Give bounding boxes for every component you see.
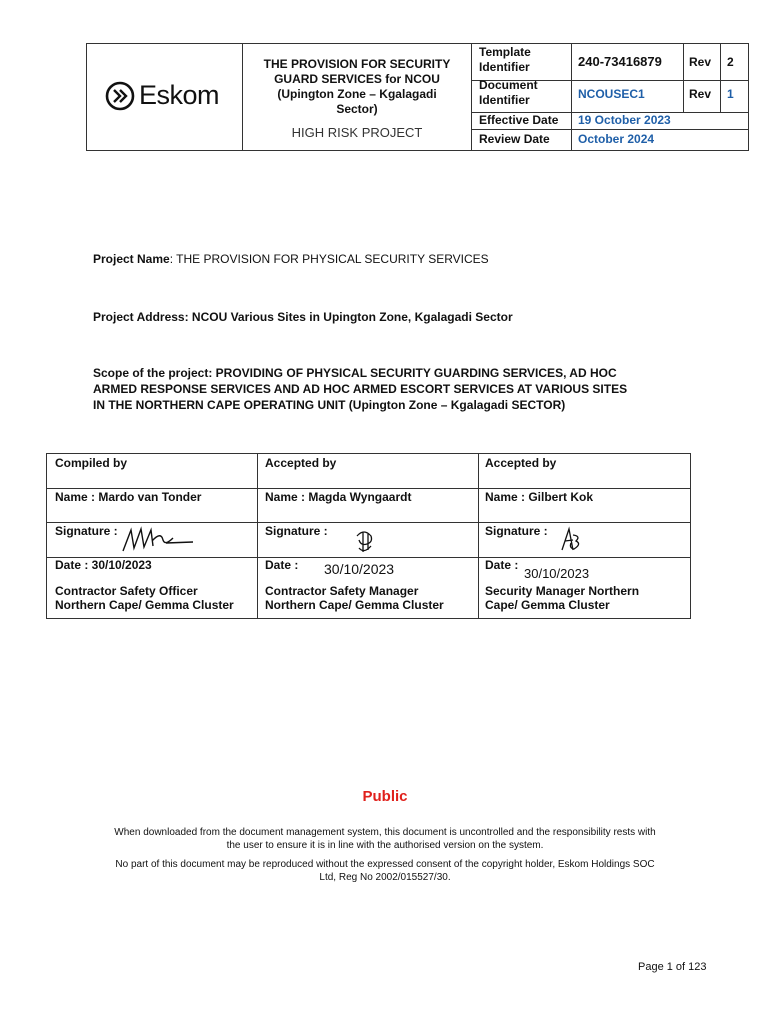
signer-name: Name : Magda Wyngaardt [265,490,412,504]
signature-label: Signature : [485,524,548,538]
effective-date-label: Effective Date [479,113,559,127]
signoff-table [46,453,691,619]
signoff-date-label: Date : [265,558,299,572]
column-heading: Accepted by [265,456,337,470]
signoff-date-value: 30/10/2023 [524,566,590,581]
signature-image [559,526,583,554]
signer-role: Contractor Safety Officer Northern Cape/ Gemma Cluster [55,584,234,612]
project-scope [93,365,627,413]
document-identifier-label: Document Identifier [479,78,538,107]
uncontrolled-notice: When downloaded from the document management system, this document is uncontrolled and the responsibility rests with the user to ensure it is in line with the authorised version on the system. [114,827,656,851]
template-rev-value: 2 [727,55,734,69]
scope-line: IN THE NORTHERN CAPE OPERATING UNIT (Upington Zone – Kgalagadi SECTOR) [93,398,566,412]
signoff-date: Date : 30/10/2023 [55,558,152,572]
eskom-logo-icon [105,81,135,111]
eskom-logo-text: Eskom [139,80,220,110]
logo-cell [87,44,243,150]
document-header-table [86,43,749,151]
document-title [243,57,471,117]
copyright-notice: No part of this document may be reproduced without the expressed consent of the copyright holder, Eskom Holdings SOC Ltd, Reg No 2002/015527/30. [115,859,655,883]
signature-image [121,526,195,554]
signer-name: Name : Mardo van Tonder [55,490,202,504]
classification-label: Public [362,788,408,805]
signoff-date-value: 30/10/2023 [324,561,395,577]
document-identifier-value: NCOUSEC1 [578,87,645,101]
signer-role: Contractor Safety Manager Northern Cape/ Gemma Cluster [265,584,444,612]
project-address: Project Address: NCOU Various Sites in Upington Zone, Kgalagadi Sector [93,310,513,324]
signature-label: Signature : [265,524,328,538]
effective-date-value: 19 October 2023 [578,113,671,127]
title-line: GUARD SERVICES for NCOU [274,72,440,86]
document-rev-label: Rev [689,87,712,101]
title-line: (Upington Zone – Kgalagadi [277,87,437,101]
signature-label: Signature : [55,524,118,538]
template-identifier-value: 240-73416879 [578,54,662,69]
column-heading: Accepted by [485,456,557,470]
signoff-date-label: Date : [485,558,519,572]
review-date-label: Review Date [479,132,550,146]
title-line: Sector) [336,102,378,116]
project-name: Project Name: THE PROVISION FOR PHYSICAL SECURITY SERVICES [93,252,489,266]
title-line: THE PROVISION FOR SECURITY [263,57,451,71]
page-number: Page 1 of 123 [638,961,707,973]
document-rev-value: 1 [727,87,734,101]
review-date-value: October 2024 [578,132,655,146]
document-title-cell [243,44,472,150]
scope-line: ARMED RESPONSE SERVICES AND AD HOC ARMED ESCORT SERVICES AT VARIOUS SITES [93,382,628,396]
signer-role: Security Manager Northern Cape/ Gemma Cluster [485,584,640,612]
column-heading: Compiled by [55,456,128,470]
template-identifier-label: Template Identifier [479,45,531,74]
signature-image [349,526,379,556]
risk-label: HIGH RISK PROJECT [291,125,423,140]
signer-name: Name : Gilbert Kok [485,490,594,504]
template-rev-label: Rev [689,55,712,69]
scope-line: Scope of the project: PROVIDING OF PHYSICAL SECURITY GUARDING SERVICES, AD HOC [93,366,617,380]
